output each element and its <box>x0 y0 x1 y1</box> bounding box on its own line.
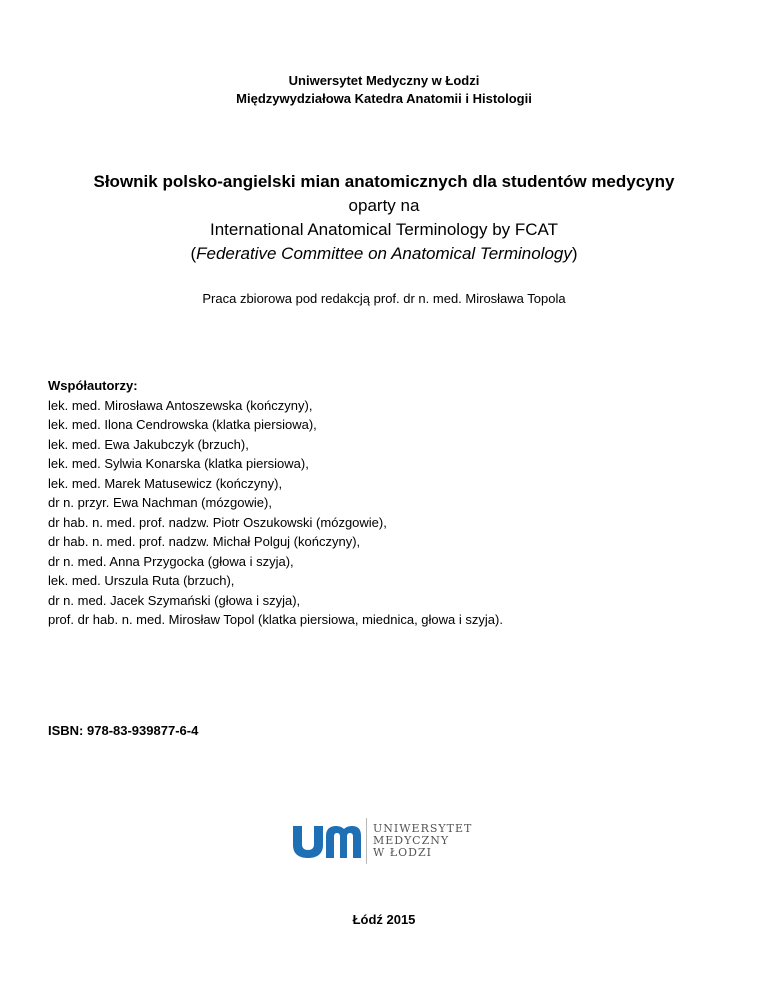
logo-divider <box>366 818 367 864</box>
coauthor-item: lek. med. Urszula Ruta (brzuch), <box>48 573 235 588</box>
paren-open: ( <box>190 244 197 263</box>
paren-close: ) <box>571 244 578 263</box>
document-title <box>0 170 768 266</box>
coauthor-item: lek. med. Marek Matusewicz (kończyny), <box>48 475 283 491</box>
institution-header <box>0 72 768 108</box>
coauthor-item: prof. dr hab. n. med. Mirosław Topol (klatka piersiowa, miednica, głowa i szyja). <box>48 612 503 627</box>
place-and-year: Łódź 2015 <box>352 912 416 927</box>
fcat-full-name: Federative Committee on Anatomical Terminology <box>196 244 572 263</box>
coauthor-item: dr n. med. Jacek Szymański (głowa i szyja), <box>48 592 301 608</box>
coauthor-item: lek. med. Ilona Cendrowska (klatka piersiowa), <box>48 417 317 432</box>
isbn: ISBN: 978-83-939877-6-4 <box>48 723 199 738</box>
title-line-4 <box>0 242 768 266</box>
coauthor-item: dr hab. n. med. prof. nadzw. Piotr Oszukowski (mózgowie), <box>48 514 387 530</box>
um-logo-icon <box>293 826 361 858</box>
coauthors-section <box>48 376 503 630</box>
logo-line-1: UNIWERSYTET <box>373 822 473 835</box>
department-name: Międzywydziałowa Katedra Anatomii i Histologii <box>236 91 532 106</box>
coauthor-item: dr n. med. Anna Przygocka (głowa i szyja), <box>48 553 294 569</box>
coauthor-item: dr n. przyr. Ewa Nachman (mózgowie), <box>48 495 272 510</box>
coauthor-item: dr hab. n. med. prof. nadzw. Michał Polguj (kończyny), <box>48 534 361 549</box>
title-main: Słownik polsko-angielski mian anatomicznych dla studentów medycyny <box>93 172 675 191</box>
coauthor-item: lek. med. Mirosława Antoszewska (kończyny), <box>48 397 313 413</box>
logo-line-3: W ŁODZI <box>373 846 432 859</box>
university-logo <box>293 818 483 864</box>
university-name: Uniwersytet Medyczny w Łodzi <box>288 73 480 88</box>
editors-line: Praca zbiorowa pod redakcją prof. dr n. med. Mirosława Topola <box>202 291 566 306</box>
title-line-2: oparty na <box>348 196 420 215</box>
logo-line-2: MEDYCZNY <box>373 834 450 847</box>
coauthors-heading: Współautorzy: <box>48 378 138 393</box>
coauthor-item: lek. med. Ewa Jakubczyk (brzuch), <box>48 436 249 452</box>
coauthor-item: lek. med. Sylwia Konarska (klatka piersiowa), <box>48 456 309 471</box>
title-line-3: International Anatomical Terminology by FCAT <box>209 220 559 239</box>
logo-text <box>373 823 472 859</box>
